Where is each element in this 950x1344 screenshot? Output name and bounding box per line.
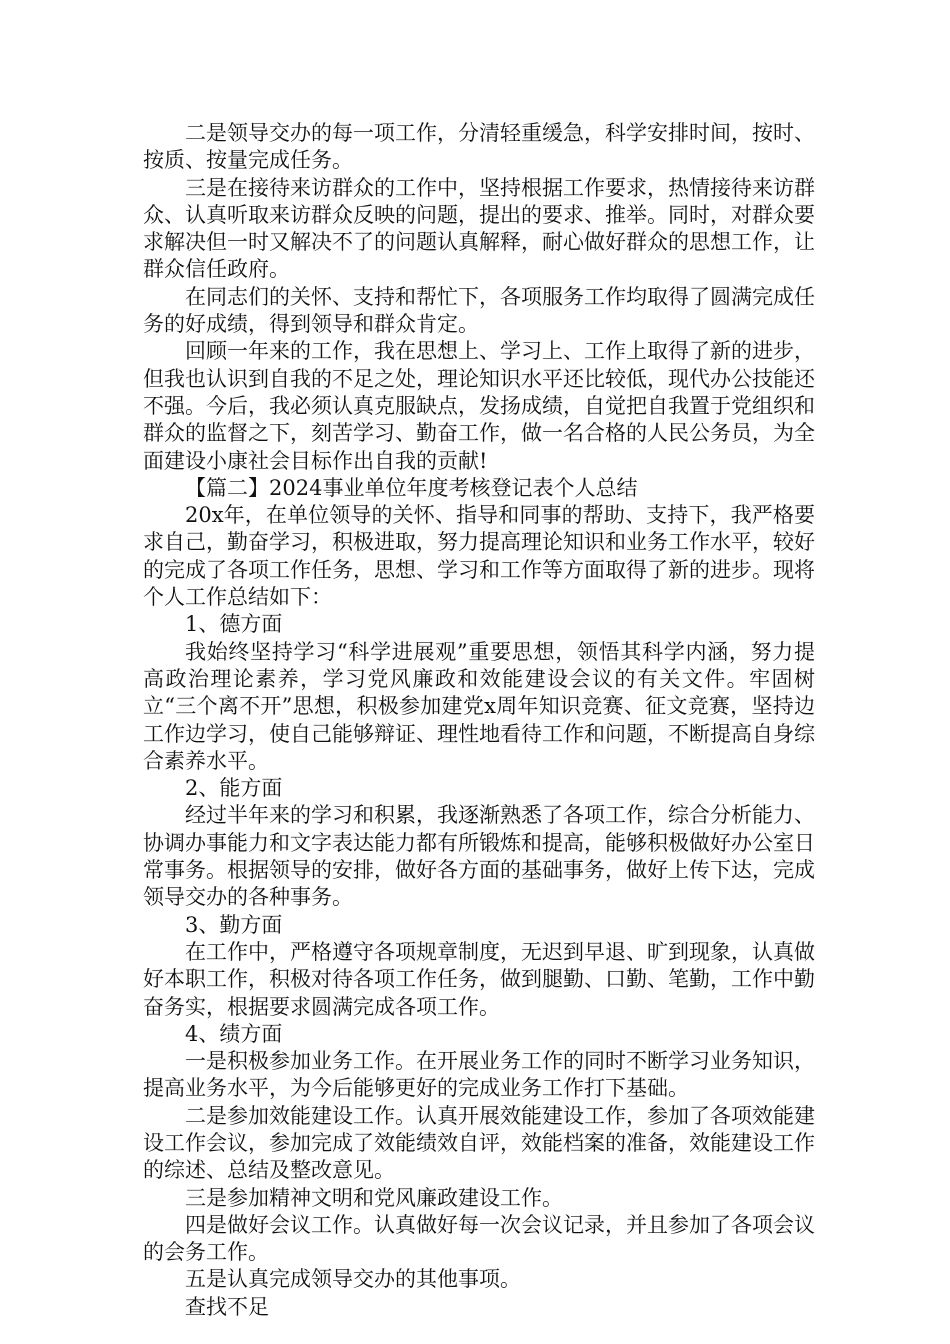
section-heading: 【篇二】2024事业单位年度考核登记表个人总结 — [185, 475, 638, 500]
paragraph: 二是领导交办的每一项工作，分清轻重缓急，科学安排时间，按时、按质、按量完成任务。 — [143, 121, 815, 173]
paragraph: 20x年，在单位领导的关怀、指导和同事的帮助、支持下，我严格要求自己，勤奋学习，积极进取，努力提高理论知识和业务工作水平，较好的完成了各项工作任务，思想、学习和工作等方面取得了新的进步。现将个人工作总结如下： — [143, 503, 815, 610]
paragraph: 经过半年来的学习和积累，我逐渐熟悉了各项工作，综合分析能力、协调办事能力和文字表达能力都有所锻炼和提高，能够积极做好办公室日常事务。根据领导的安排，做好各方面的基础事务，做好上传下达，完成领导交办的各种事务。 — [143, 803, 815, 910]
paragraph: 五是认真完成领导交办的其他事项。 — [185, 1267, 521, 1292]
paragraph: 一是积极参加业务工作。在开展业务工作的同时不断学习业务知识，提高业务水平，为今后能够更好的完成业务工作打下基础。 — [143, 1049, 815, 1101]
subheading: 查找不足 — [185, 1294, 269, 1319]
paragraph: 在同志们的关怀、支持和帮忙下，各项服务工作均取得了圆满完成任务的好成绩，得到领导和群众肯定。 — [143, 284, 815, 337]
paragraph: 在工作中，严格遵守各项规章制度，无迟到早退、旷到现象，认真做好本职工作，积极对待各项工作任务，做到腿勤、口勤、笔勤，工作中勤奋务实，根据要求圆满完成各项工作。 — [143, 939, 815, 1019]
paragraph: 三是在接待来访群众的工作中，坚持根据工作要求，热情接待来访群众、认真听取来访群众反映的问题，提出的要求、推举。同时，对群众要求解决但一时又解决不了的问题认真解释，耐心做好群众的思想工作，让群众信任政府。 — [143, 175, 815, 282]
paragraph: 二是参加效能建设工作。认真开展效能建设工作，参加了各项效能建设工作会议，参加完成了效能绩效自评，效能档案的准备，效能建设工作的综述、总结及整改意见。 — [143, 1103, 815, 1183]
subheading: 4、绩方面 — [185, 1021, 283, 1046]
subheading: 3、勤方面 — [185, 912, 283, 937]
paragraph: 四是做好会议工作。认真做好每一次会议记录，并且参加了各项会议的会务工作。 — [143, 1212, 815, 1265]
paragraph: 我始终坚持学习“科学进展观”重要思想，领悟其科学内涵，努力提高政治理论素养，学习党风廉政和效能建设会议的有关文件。牢固树立“三个离不开”思想，积极参加建党x周年知识竞赛、征文竞赛，坚持边工作边学习，使自己能够辩证、理性地看待工作和问题，不断提高自身综合素养水平。 — [143, 639, 815, 773]
paragraph: 回顾一年来的工作，我在思想上、学习上、工作上取得了新的进步，但我也认识到自我的不足之处，理论知识水平还比较低，现代办公技能还不强。今后，我必须认真克服缺点，发扬成绩，自觉把自我置于党组织和群众的监督之下，刻苦学习、勤奋工作，做一名合格的人民公务员，为全面建设小康社会目标作出自我的贡献! — [143, 339, 815, 473]
document-body — [143, 120, 815, 1321]
subheading: 2、能方面 — [185, 776, 283, 801]
paragraph: 三是参加精神文明和党风廉政建设工作。 — [185, 1185, 563, 1210]
subheading: 1、德方面 — [185, 612, 283, 637]
